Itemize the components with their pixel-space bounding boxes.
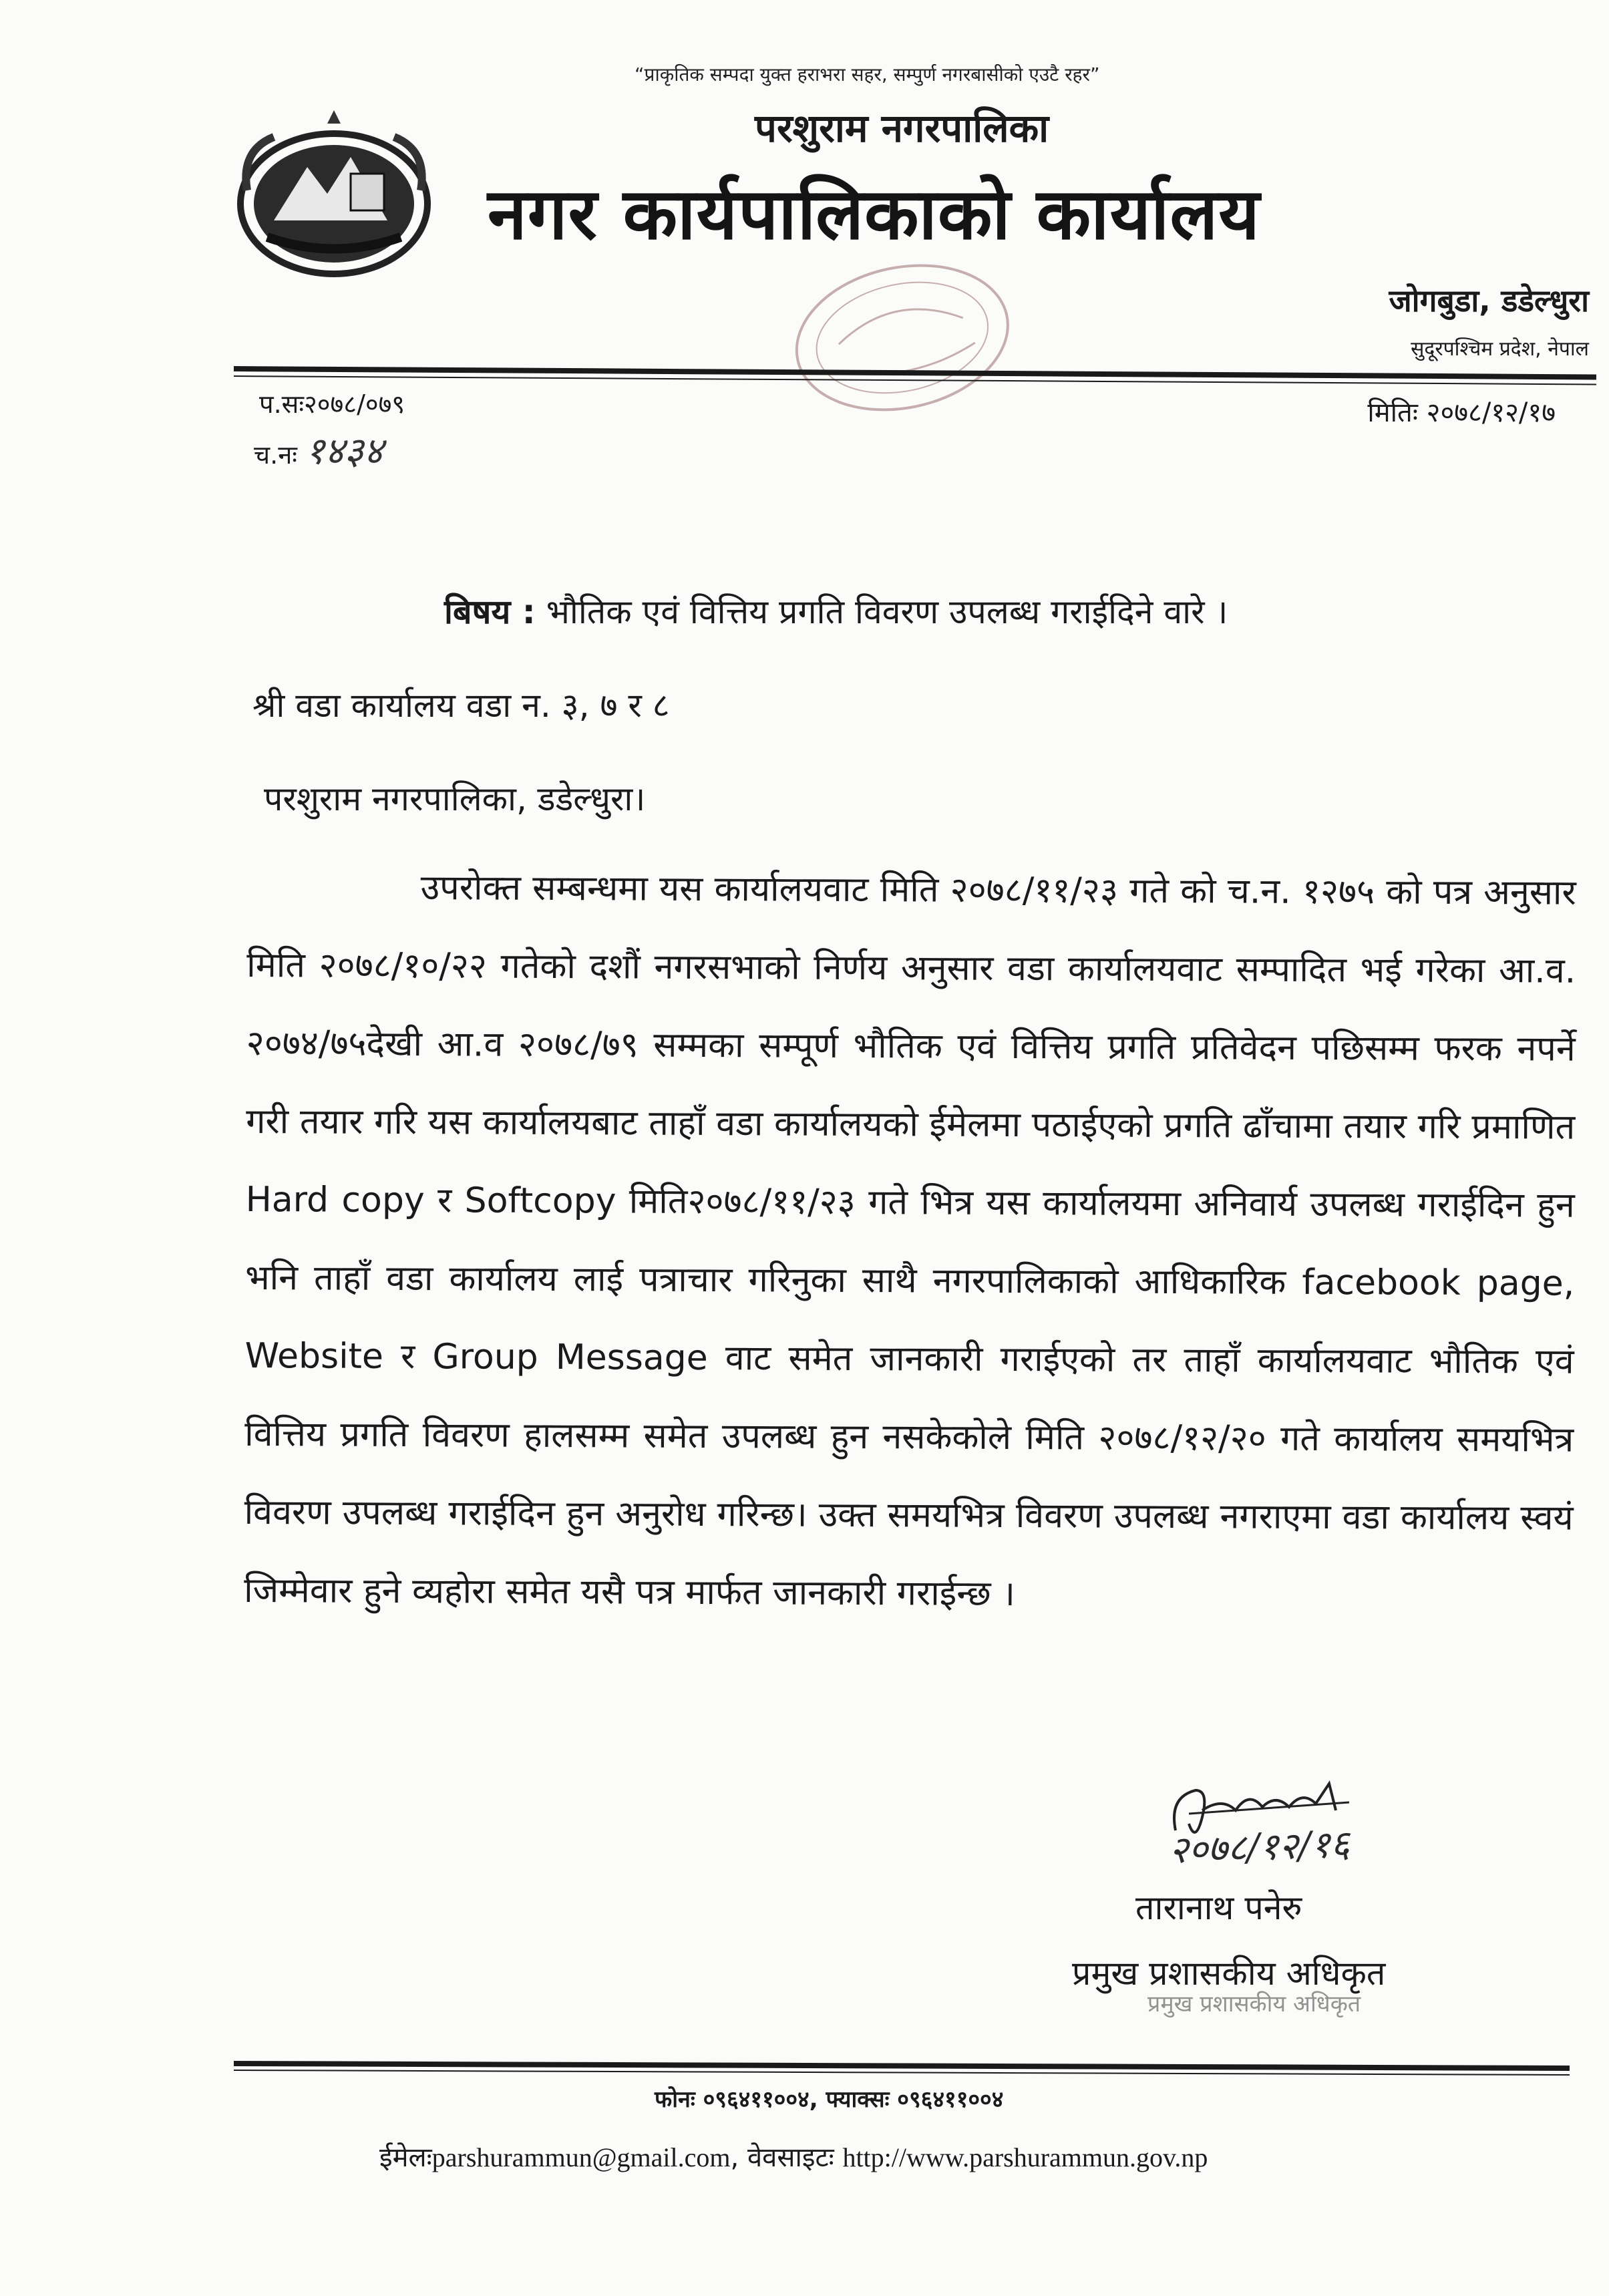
footer-divider-thin	[234, 2070, 1570, 2076]
email-address[interactable]: parshurammun@gmail.com	[431, 2142, 731, 2172]
office-province: सुदूरपश्चिम प्रदेश, नेपाल	[1411, 337, 1589, 361]
signer-seal: प्रमुख प्रशासकीय अधिकृत	[1147, 1991, 1361, 2017]
letter-body: उपरोक्त सम्बन्धमा यस कार्यालयवाट मिति २०७८/११/२३ गते को च.न. १२७५ को पत्र अनुसार मिति २०७८/१०/२२ गतेको दशौं नगरसभाको निर्णय अनुसार वडा कार्यालयवाट सम्पादित भई गरेका आ.व. २०७४/७५देखी आ.व २०७८/७९ सम्मका सम्पूर्ण भौतिक एवं वित्तिय प्रगति प्रतिवेदन पछिसम्म फरक नपर्ने गरी तयार गरि यस कार्यालयबाट ताहाँ वडा कार्यालयको ईमेलमा पठाईएको प्रगति ढाँचामा तयार गरि प्रमाणित Hard copy र Softcopy मिति२०७८/११/२३ गते भित्र यस कार्यालयमा अनिवार्य उपलब्ध गराईदिन हुन भनि ताहाँ वडा कार्यालय लाई पत्राचार गरिनुका साथै नगरपालिकाको आधिकारिक facebook page, Website र Group Message वाट समेत जानकारी गराईएको तर ताहाँ कार्यालयवाट भौतिक एवं वित्तिय प्रगति विवरण हालसम्म समेत उपलब्ध हुन नसकेकोले मिति २०७८/१२/२० गते कार्यालय समयभित्र विवरण उपलब्ध गराईदिन हुन अनुरोध गरिन्छ। उक्त समयभित्र विवरण उपलब्ध नगराएमा वडा कार्यालय स्वयं जिम्मेवार हुने व्यहोरा समेत यसै पत्र मार्फत जानकारी गराईन्छ ।	[244, 868, 1576, 1615]
footer-divider	[234, 2061, 1570, 2071]
website-label: , वेवसाइटः	[730, 2142, 834, 2173]
recipient-line-2: परशुराम नगरपालिका, डडेल्धुरा।	[264, 780, 646, 818]
letter-date: मितिः २०७८/१२/१७	[1367, 397, 1556, 428]
subject-label: बिषय :	[444, 593, 536, 631]
subject-line	[444, 588, 1228, 633]
website-link[interactable]: http://www.parshurammun.gov.np	[842, 2142, 1208, 2172]
recipient-line-1: श्री वडा कार्यालय वडा न. ३, ७ र ८	[252, 686, 670, 725]
dispatch-number	[254, 424, 383, 475]
signer-name: तारानाथ पनेरु	[1135, 1889, 1302, 1927]
municipality-name: परशुराम नगरपालिका	[755, 106, 1049, 151]
office-stamp-icon	[761, 251, 1049, 451]
dispatch-value: १४३४	[305, 430, 383, 473]
footer-contact	[379, 2138, 1208, 2174]
subject-text: भौतिक एवं वित्तिय प्रगति विवरण उपलब्ध गराईदिने वारे ।	[546, 593, 1228, 631]
letterhead-slogan: “प्राकृतिक सम्पदा युक्त हराभरा सहर, सम्पुर्ण नगरबासीको एउटै रहर”	[635, 63, 1100, 86]
email-label: ईमेलः	[379, 2142, 432, 2173]
signature-date: २०७८/१२/१६	[1168, 1822, 1351, 1872]
signer-title: प्रमुख प्रशासकीय अधिकृत	[1072, 1954, 1386, 1993]
nepal-emblem-icon	[227, 110, 441, 284]
office-address: जोगबुडा, डडेल्धुरा	[1389, 283, 1589, 319]
footer-phone-fax: फोनः ०९६४११००४, फ्याक्सः ०९६४११००४	[655, 2086, 1004, 2113]
reference-number: प.सः२०७८/०७९	[259, 389, 405, 419]
office-name: नगर कार्यपालिकाको कार्यालय	[488, 173, 1260, 255]
dispatch-label: च.नः	[254, 440, 297, 470]
